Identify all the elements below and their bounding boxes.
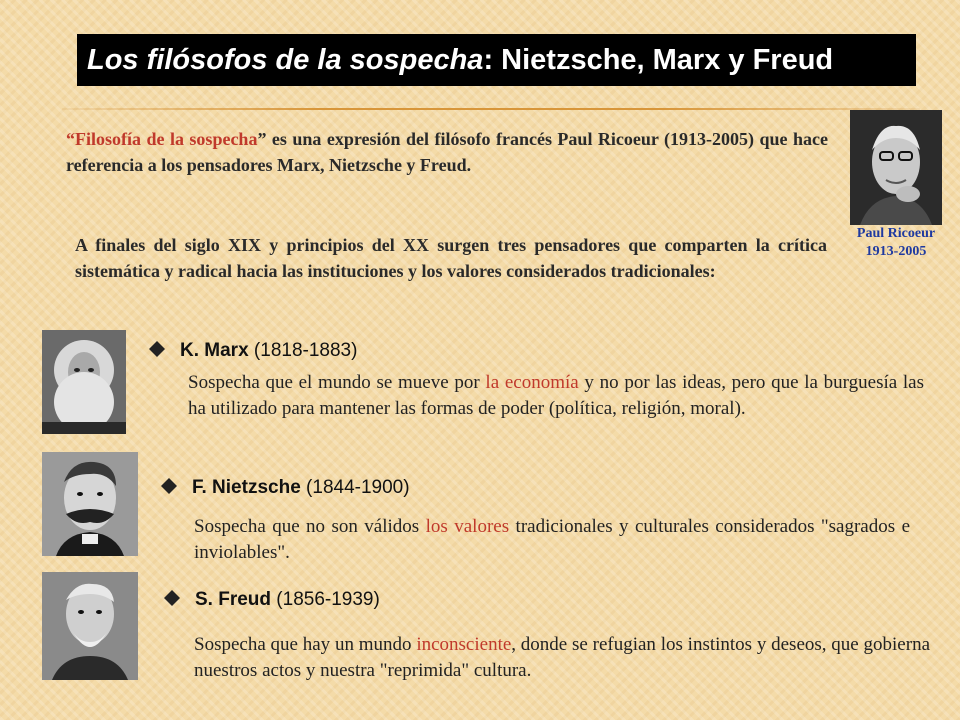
freud-desc-pre: Sospecha que hay un mundo [194,634,417,655]
title-italic: Los filósofos de la sospecha [87,44,484,76]
marx-name: K. Marx [180,340,249,361]
ricoeur-years: 1913-2005 [865,244,927,259]
marx-desc-highlight: la economía [485,372,579,393]
diamond-bullet-icon [163,589,181,607]
diamond-bullet-icon [160,477,178,495]
slide-title [77,34,916,86]
ricoeur-portrait [850,110,942,225]
nietzsche-name: F. Nietzsche [192,477,301,498]
intro-text: ” es una expresión del filósofo francés Paul Ricoeur (1913-2005) que hace referencia a los pensadores Marx, Nietzsche y Freud. [66,129,828,175]
title-divider [62,108,920,110]
diamond-bullet-icon [148,340,166,358]
freud-description [194,632,930,684]
freud-heading [163,589,380,611]
intro-open-quote: “ [66,129,75,149]
marx-desc-pre: Sospecha que el mundo se mueve por [188,372,486,393]
context-paragraph: A finales del siglo XIX y principios del XX surgen tres pensadores que comparten la crítica sistemática y radical hacia las instituciones y los valores considerados tradicionales: [75,235,827,281]
marx-description [188,370,924,422]
ricoeur-name: Paul Ricoeur [856,226,936,241]
ricoeur-caption [834,225,958,261]
nietzsche-portrait [42,452,138,556]
freud-desc-highlight: inconsciente [416,634,512,655]
nietzsche-desc-post: tradicionales y culturales considerados "sagrados e inviolables". [194,516,911,563]
marx-portrait [42,330,126,434]
intro-paragraph [66,126,828,178]
title-rest: : Nietzsche, Marx y Freud [483,44,834,76]
marx-heading [148,340,357,362]
nietzsche-heading [160,477,410,499]
freud-years: (1856-1939) [271,589,380,610]
freud-desc-post: , donde se refugian los instintos y deseos, que gobierna nuestros actos y nuestra "reprimida" cultura. [194,634,930,681]
nietzsche-description [194,514,910,566]
marx-desc-post: y no por las ideas, pero que la burguesía las ha utilizado para mantener las formas de poder (política, religión, moral). [188,372,924,419]
freud-name: S. Freud [195,589,272,610]
intro-term: Filosofía de la sospecha [75,129,258,149]
nietzsche-years: (1844-1900) [300,477,410,498]
marx-years: (1818-1883) [248,340,358,361]
nietzsche-desc-pre: Sospecha que no son válidos [194,516,426,537]
nietzsche-desc-highlight: los valores [425,516,510,537]
freud-portrait [42,572,138,680]
